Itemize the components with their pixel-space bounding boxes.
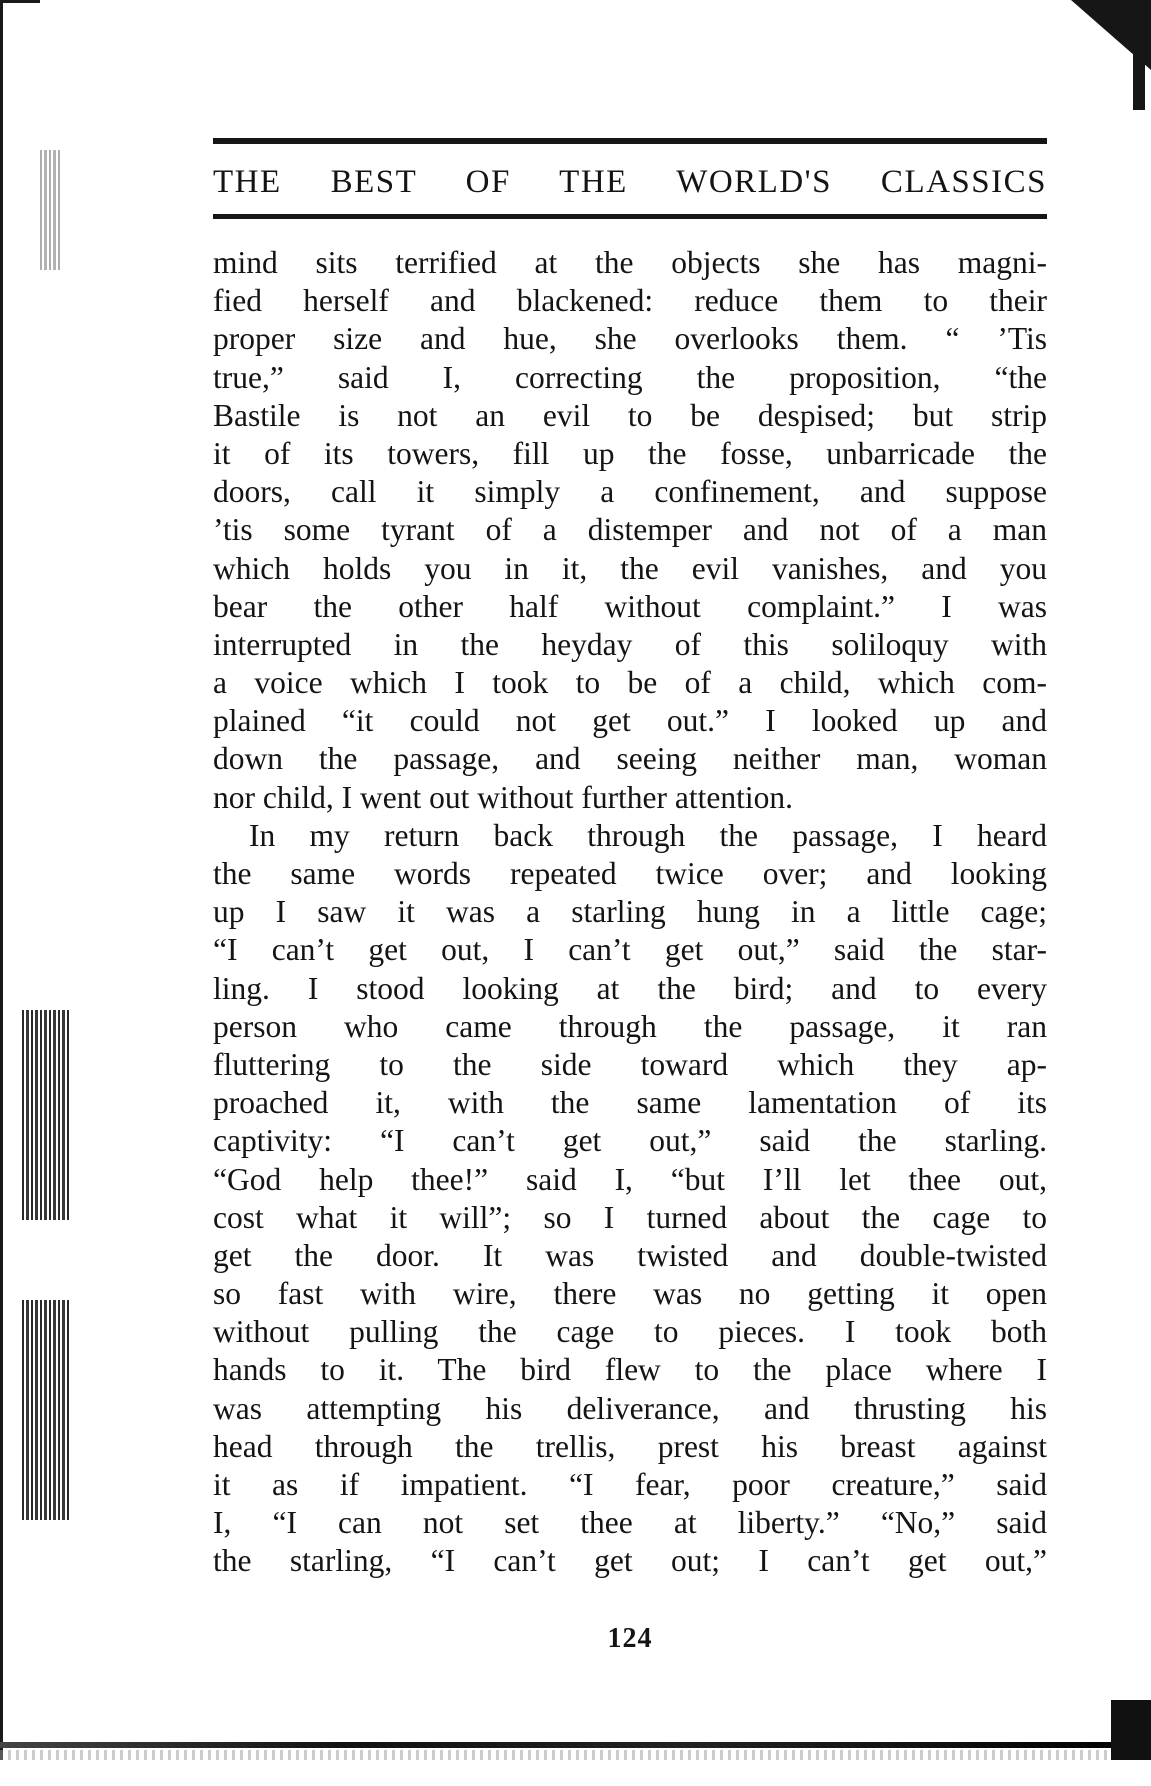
page-number: 124 xyxy=(607,1623,653,1654)
text-line: the starling, “I can’t get out; I can’t get out,” xyxy=(213,1543,1047,1579)
scan-corner-top-right-bar xyxy=(1133,30,1145,110)
text-line: fied herself and blackened: reduce them to their xyxy=(213,283,1047,319)
text-line: bear the other half without complaint.” I was xyxy=(213,588,1047,624)
text-line: a voice which I took to be of a child, which com- xyxy=(213,665,1047,701)
text-line: fluttering to the side toward which they ap- xyxy=(213,1046,1047,1082)
text-line: nor child, I went out without further attention. xyxy=(213,779,793,815)
text-line: proper size and hue, she overlooks them. “ ’Tis xyxy=(213,321,1047,357)
text-line: down the passage, and seeing neither man, woman xyxy=(213,741,1047,777)
scan-bleed-mark xyxy=(22,1010,70,1220)
text-line: “I can’t get out, I can’t get out,” said the star- xyxy=(213,932,1047,968)
text-line: it of its towers, fill up the fosse, unbarricade the xyxy=(213,435,1047,471)
text-line: proached it, with the same lamentation of its xyxy=(213,1085,1047,1121)
text-line: was attempting his deliverance, and thrusting his xyxy=(213,1390,1047,1426)
scan-edge-top xyxy=(0,0,40,3)
text-line: get the door. It was twisted and double-twisted xyxy=(213,1237,1047,1273)
text-line: up I saw it was a starling hung in a little cage; xyxy=(213,894,1047,930)
text-line: doors, call it simply a confinement, and suppose xyxy=(213,474,1047,510)
scan-bottom-noise xyxy=(0,1750,1151,1760)
book-page xyxy=(213,138,1047,1654)
text-line: plained “it could not get out.” I looked up and xyxy=(213,703,1047,739)
text-line: which holds you in it, the evil vanishes, and you xyxy=(213,550,1047,586)
text-line: person who came through the passage, it ran xyxy=(213,1008,1047,1044)
text-line: hands to it. The bird flew to the place where I xyxy=(213,1352,1047,1388)
header-rule-top xyxy=(213,138,1047,144)
text-line: mind sits terrified at the objects she has magni- xyxy=(213,245,1047,280)
scan-bottom-edge xyxy=(0,1742,1151,1748)
text-line: In my return back through the passage, I heard xyxy=(249,817,1047,853)
body-text xyxy=(213,244,1047,1581)
text-line: captivity: “I can’t get out,” said the starling. xyxy=(213,1123,1047,1159)
text-line: “God help thee!” said I, “but I’ll let thee out, xyxy=(213,1161,1047,1197)
scan-bleed-mark xyxy=(40,150,60,270)
text-line: interrupted in the heyday of this soliloquy with xyxy=(213,626,1047,662)
scan-edge-left xyxy=(0,0,3,1760)
text-line: Bastile is not an evil to be despised; but strip xyxy=(213,397,1047,433)
scan-corner-bottom-right xyxy=(1111,1700,1151,1760)
text-line: true,” said I, correcting the proposition, “the xyxy=(213,359,1047,395)
text-line: without pulling the cage to pieces. I took both xyxy=(213,1314,1047,1350)
running-title: THE BEST OF THE WORLD'S CLASSICS xyxy=(213,164,1047,200)
text-line: ling. I stood looking at the bird; and to every xyxy=(213,970,1047,1006)
text-line: cost what it will”; so I turned about the cage to xyxy=(213,1199,1047,1235)
text-line: I, “I can not set thee at liberty.” “No,” said xyxy=(213,1505,1047,1541)
text-line: ’tis some tyrant of a distemper and not of a man xyxy=(213,512,1047,548)
text-line: so fast with wire, there was no getting it open xyxy=(213,1276,1047,1312)
header-rule-bottom xyxy=(213,214,1047,219)
text-line: the same words repeated twice over; and looking xyxy=(213,856,1047,891)
scan-bleed-mark xyxy=(22,1300,70,1520)
text-line: it as if impatient. “I fear, poor creature,” said xyxy=(213,1467,1047,1502)
text-line: head through the trellis, prest his breast against xyxy=(213,1428,1047,1464)
